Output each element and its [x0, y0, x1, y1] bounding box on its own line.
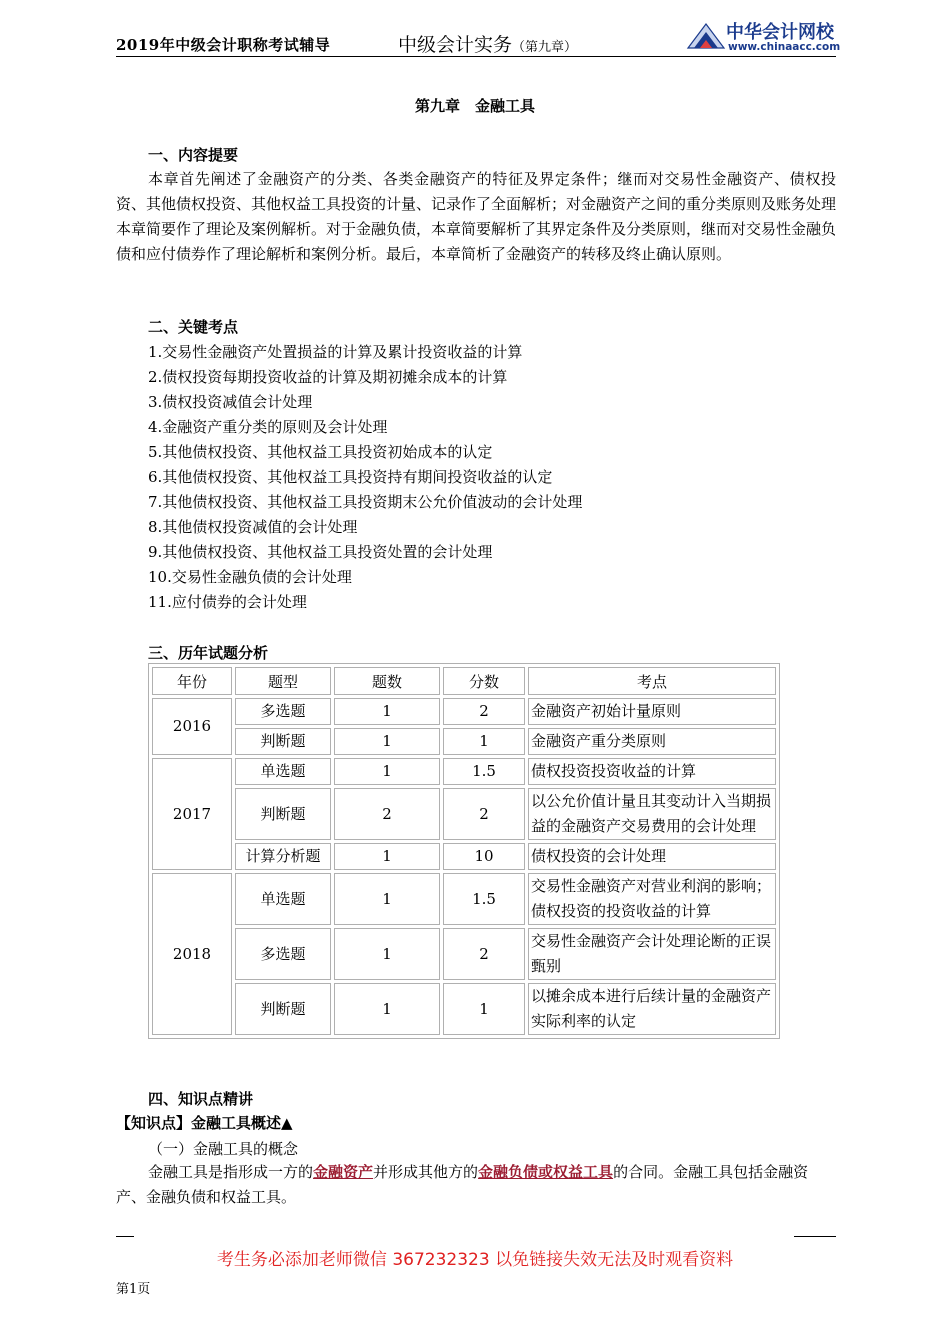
past-exam-table	[148, 663, 780, 1039]
logo-mark-icon	[686, 18, 726, 52]
header-exam-title: 2019年中级会计职称考试辅导	[116, 36, 331, 54]
type-cell: 判断题	[235, 728, 331, 755]
column-header: 考点	[528, 667, 776, 695]
count-cell: 1	[334, 928, 440, 980]
chinaacc-logo	[686, 16, 841, 56]
point-cell: 金融资产重分类原则	[528, 728, 776, 755]
footer-rule-right	[794, 1236, 836, 1237]
point-cell: 交易性金融资产会计处理论断的正误甄别	[528, 928, 776, 980]
footer-notice: 考生务必添加老师微信 367232323 以免链接失效无法及时观看资料	[216, 1250, 734, 1270]
key-point-item: 10.交易性金融负债的会计处理	[148, 568, 352, 586]
table-row	[152, 983, 776, 1035]
year-cell: 2016	[152, 698, 232, 755]
score-cell: 2	[443, 698, 525, 725]
count-cell: 1	[334, 873, 440, 925]
table-row	[152, 758, 776, 785]
point-cell: 以摊余成本进行后续计量的金融资产实际利率的认定	[528, 983, 776, 1035]
definition-text: 并形成其他方的	[373, 1163, 479, 1181]
point-cell: 金融资产初始计量原则	[528, 698, 776, 725]
key-point-item: 1.交易性金融资产处置损益的计算及累计投资收益的计算	[148, 343, 523, 361]
key-points-list	[148, 340, 582, 615]
year-cell: 2018	[152, 873, 232, 1035]
score-cell: 2	[443, 788, 525, 840]
section3-heading: 三、历年试题分析	[148, 644, 269, 662]
point-cell: 交易性金融资产对营业利润的影响；债权投资的投资收益的计算	[528, 873, 776, 925]
header-course	[398, 30, 577, 57]
type-cell: 单选题	[235, 873, 331, 925]
type-cell: 判断题	[235, 788, 331, 840]
section1-heading: 一、内容提要	[148, 146, 239, 164]
count-cell: 1	[334, 728, 440, 755]
type-cell: 多选题	[235, 698, 331, 725]
key-point-item: 6.其他债权投资、其他权益工具投资持有期间投资收益的认定	[148, 468, 553, 486]
section1-body: 本章首先阐述了金融资产的分类、各类金融资产的特征及界定条件；继而对交易性金融资产、债权投资、其他债权投资、其他权益工具投资的计量、记录作了全面解析；对金融资产之间的重分类原则及账务处理本章简要作了理论及案例解析。对于金融负债，本章简要解析了其界定条件及分类原则，继而对交易性金融负债和应付债券作了理论解析和案例分析。最后，本章简析了金融资产的转移及终止确认原则。	[116, 170, 837, 263]
point-cell: 债权投资投资收益的计算	[528, 758, 776, 785]
section2-heading: 二、关键考点	[148, 318, 239, 336]
score-cell: 1.5	[443, 873, 525, 925]
year-cell: 2017	[152, 758, 232, 870]
liability-equity-link[interactable]: 金融负债或权益工具	[478, 1163, 614, 1181]
page-number: 第1页	[116, 1282, 151, 1297]
table-row	[152, 928, 776, 980]
table-header-row	[152, 667, 776, 695]
type-cell: 计算分析题	[235, 843, 331, 870]
score-cell: 10	[443, 843, 525, 870]
table-row	[152, 788, 776, 840]
key-point-item: 4.金融资产重分类的原则及会计处理	[148, 418, 388, 436]
key-point-item: 7.其他债权投资、其他权益工具投资期末公允价值波动的会计处理	[148, 493, 583, 511]
key-point-item: 3.债权投资减值会计处理	[148, 393, 313, 411]
column-header: 题型	[235, 667, 331, 695]
definition-text: 的合同。金融工具包括金融资产、金融负债和权益工具。	[116, 1163, 809, 1206]
point-cell: 以公允价值计量且其变动计入当期损益的金融资产交易费用的会计处理	[528, 788, 776, 840]
count-cell: 1	[334, 758, 440, 785]
header-divider	[116, 56, 836, 57]
definition-paragraph	[116, 1160, 836, 1210]
chapter-title: 第九章 金融工具	[414, 97, 535, 115]
key-point-item: 2.债权投资每期投资收益的计算及期初摊余成本的计算	[148, 368, 508, 386]
score-cell: 1	[443, 983, 525, 1035]
count-cell: 1	[334, 983, 440, 1035]
table-row	[152, 843, 776, 870]
logo-url: www.chinaacc.com	[728, 41, 841, 53]
subsection-heading: （一）金融工具的概念	[148, 1140, 299, 1158]
financial-asset-link[interactable]: 金融资产	[313, 1163, 374, 1181]
score-cell: 1	[443, 728, 525, 755]
knowledge-point-heading: 【知识点】金融工具概述▲	[116, 1114, 293, 1132]
key-point-item: 9.其他债权投资、其他权益工具投资处置的会计处理	[148, 543, 493, 561]
header-chapter-note: （第九章）	[512, 40, 578, 55]
score-cell: 2	[443, 928, 525, 980]
column-header: 年份	[152, 667, 232, 695]
type-cell: 多选题	[235, 928, 331, 980]
count-cell: 2	[334, 788, 440, 840]
header-course-name: 中级会计实务	[398, 34, 513, 56]
key-point-item: 5.其他债权投资、其他权益工具投资初始成本的认定	[148, 443, 493, 461]
table-row	[152, 698, 776, 725]
type-cell: 判断题	[235, 983, 331, 1035]
key-point-item: 11.应付债券的会计处理	[148, 593, 307, 611]
definition-text: 金融工具是指形成一方的	[148, 1163, 314, 1181]
count-cell: 1	[334, 843, 440, 870]
key-point-item: 8.其他债权投资减值的会计处理	[148, 518, 358, 536]
point-cell: 债权投资的会计处理	[528, 843, 776, 870]
score-cell: 1.5	[443, 758, 525, 785]
section4-heading: 四、知识点精讲	[148, 1090, 254, 1108]
logo-name: 中华会计网校	[726, 22, 834, 43]
table-row	[152, 873, 776, 925]
column-header: 分数	[443, 667, 525, 695]
column-header: 题数	[334, 667, 440, 695]
type-cell: 单选题	[235, 758, 331, 785]
footer-rule-left	[116, 1236, 134, 1237]
table-row	[152, 728, 776, 755]
count-cell: 1	[334, 698, 440, 725]
